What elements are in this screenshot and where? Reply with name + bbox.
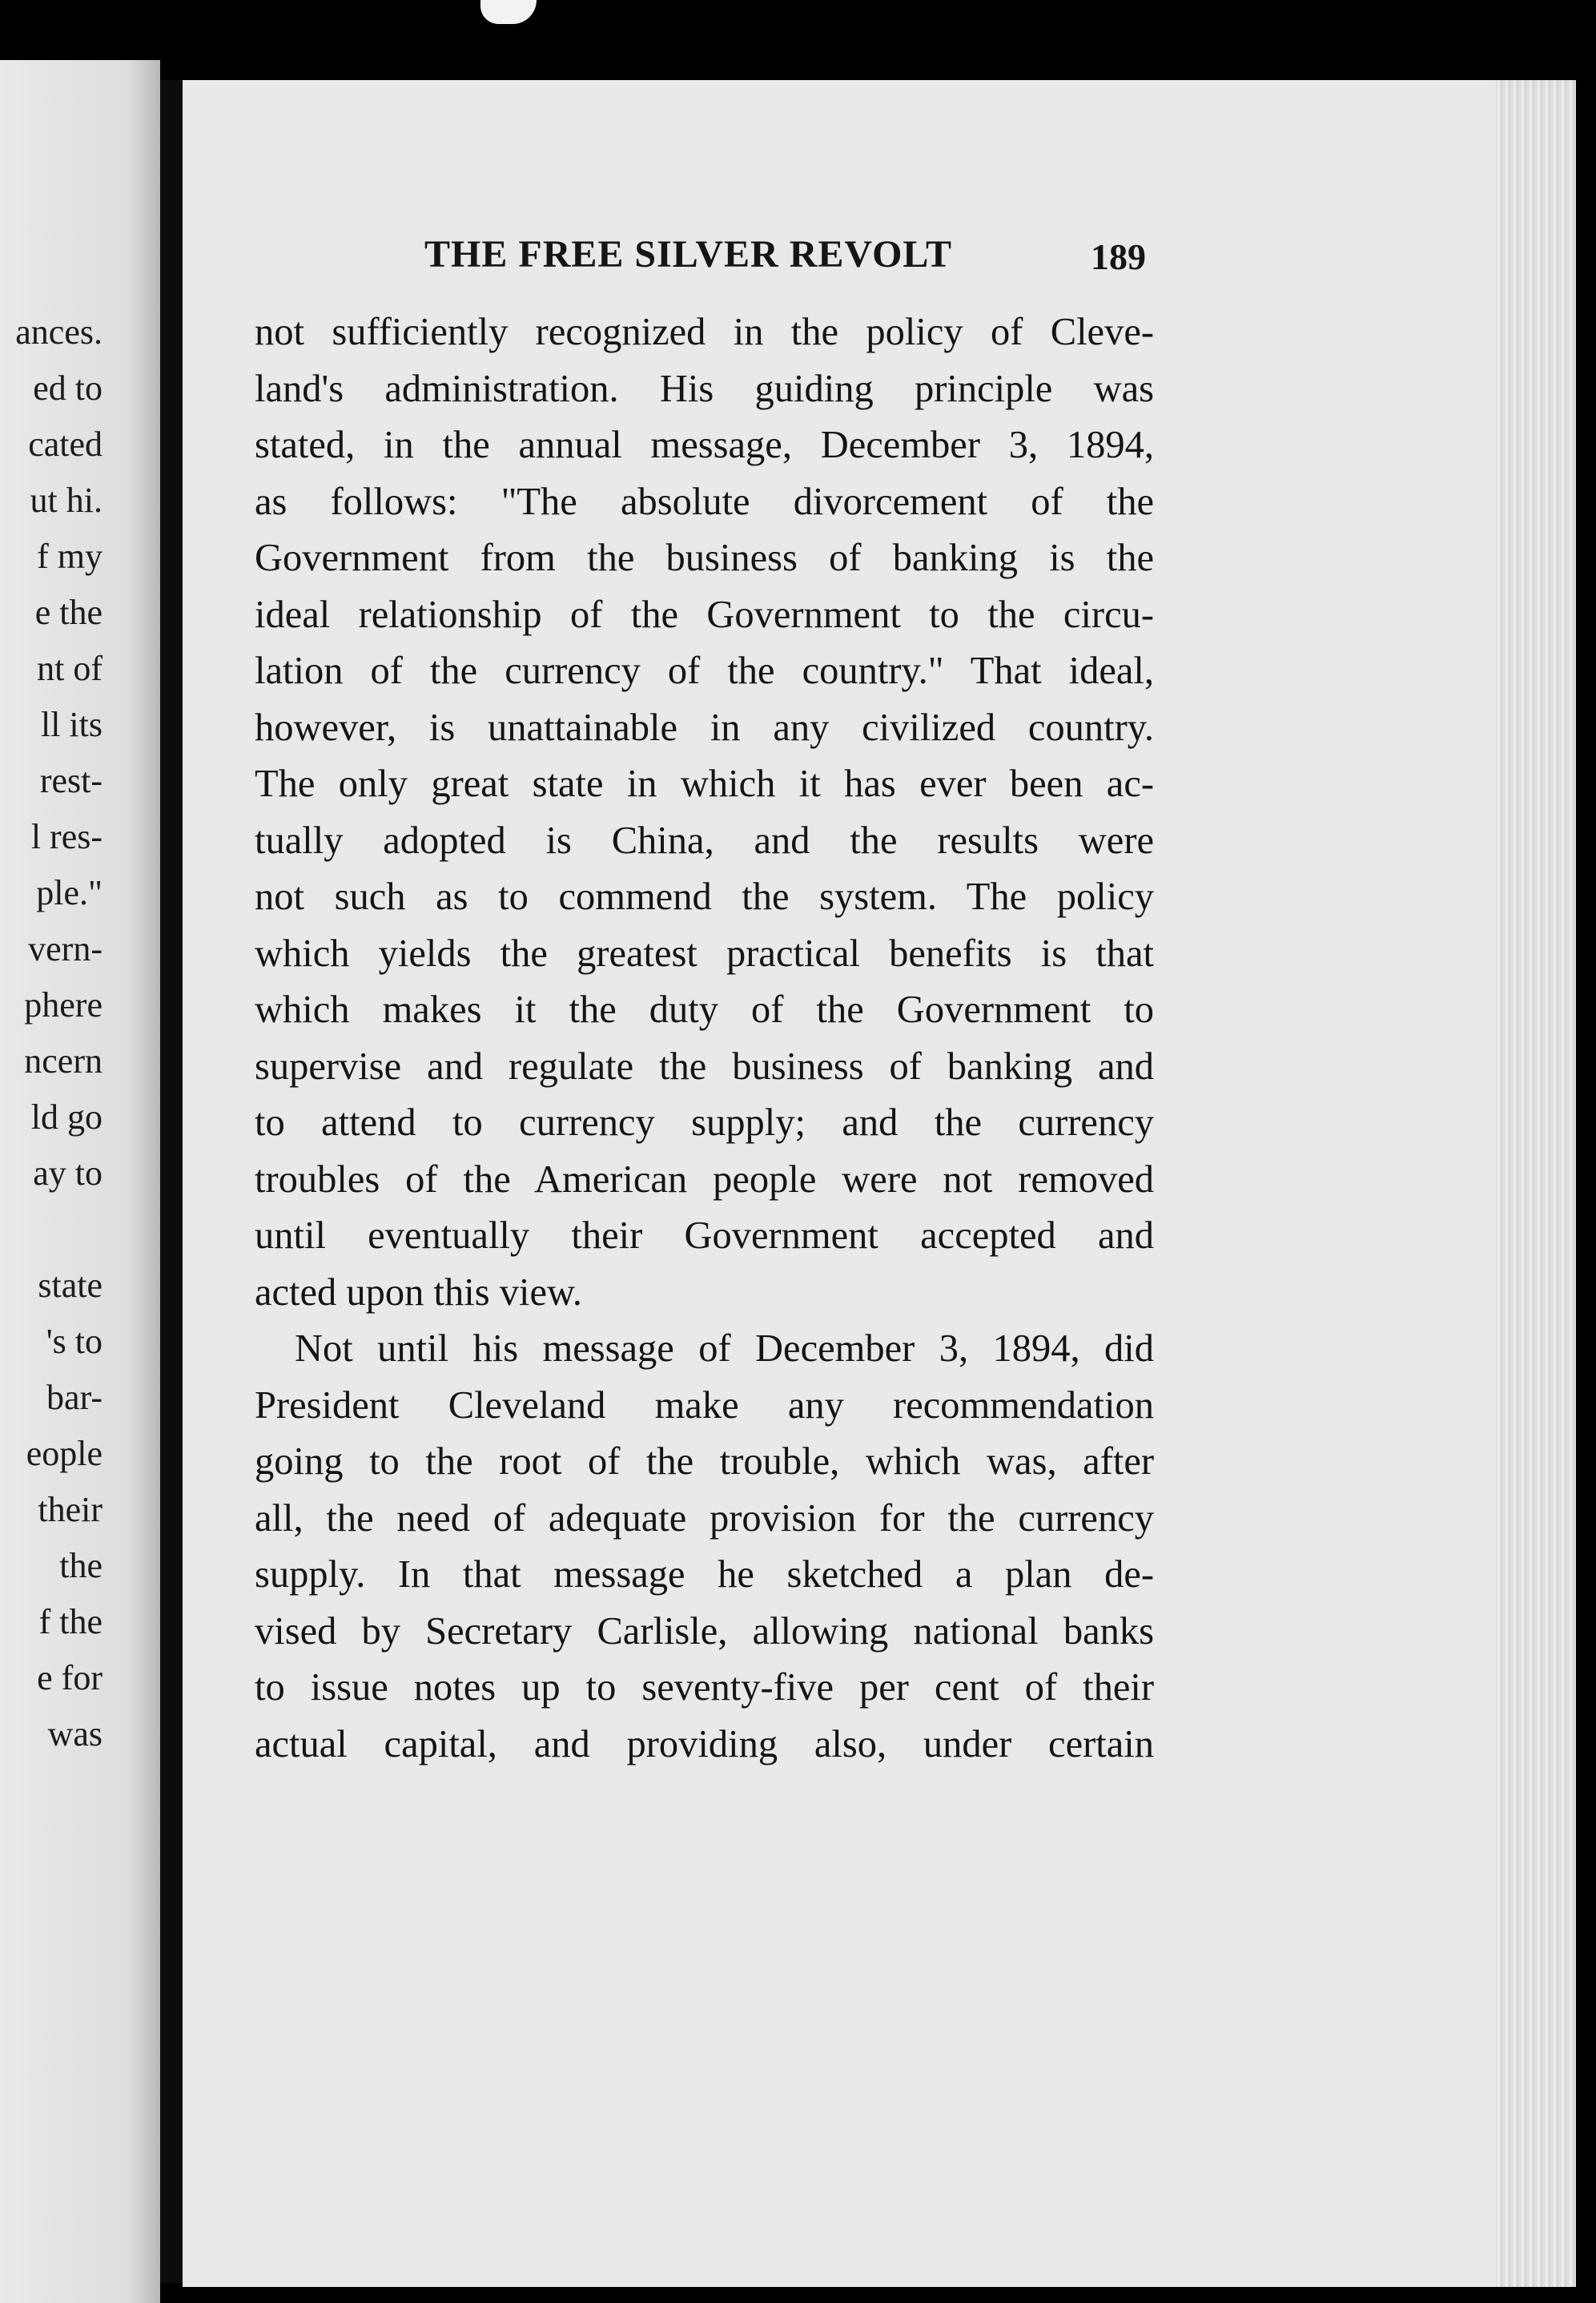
text-line: which makes it the duty of the Government to xyxy=(255,988,1154,1031)
left-page-line: rest- xyxy=(39,761,103,800)
text-line: stated, in the annual message, December 3, 1894, xyxy=(255,424,1154,466)
left-page-line: bar- xyxy=(46,1378,103,1417)
running-head: THE FREE SILVER REVOLT xyxy=(424,233,953,276)
scan-smudge xyxy=(480,0,537,24)
text-line: Government from the business of banking is the xyxy=(255,537,1154,579)
left-page-line: their xyxy=(38,1490,103,1529)
left-page-line: ances. xyxy=(15,312,103,352)
left-facing-page xyxy=(0,60,160,2303)
text-line: going to the root of the trouble, which was, after xyxy=(255,1440,1154,1483)
left-page-line: the xyxy=(59,1546,103,1585)
text-line: ideal relationship of the Government to the circu- xyxy=(255,593,1154,636)
text-line: Not until his message of December 3, 1894, did xyxy=(295,1327,1154,1370)
text-line: until eventually their Government accepted and xyxy=(255,1214,1154,1257)
left-page-line: ple." xyxy=(36,873,103,912)
left-page-line: 's to xyxy=(46,1322,103,1361)
left-page-line: l res- xyxy=(30,817,103,856)
left-page-line: e for xyxy=(37,1658,103,1697)
page-number: 189 xyxy=(1091,236,1146,277)
text-line: President Cleveland make any recommendation xyxy=(255,1383,1154,1427)
text-line: to attend to currency supply; and the currency xyxy=(255,1101,1154,1144)
text-line: The only great state in which it has ever been ac- xyxy=(255,763,1154,805)
left-page-line: nt of xyxy=(37,649,103,688)
text-line: acted upon this view. xyxy=(255,1270,583,1314)
left-page-line: cated xyxy=(28,425,103,464)
text-line: troubles of the American people were not removed xyxy=(255,1158,1154,1201)
text-line: actual capital, and providing also, under certain xyxy=(255,1722,1154,1765)
text-line: all, the need of adequate provision for the currency xyxy=(255,1496,1154,1540)
left-page-line: ed to xyxy=(33,368,103,408)
text-line: as follows: "The absolute divorcement of the xyxy=(255,480,1154,523)
left-page-line: ld go xyxy=(30,1097,103,1137)
book-binding-gutter xyxy=(160,80,183,2283)
left-page-line: f my xyxy=(37,537,103,576)
left-page-line: ncern xyxy=(24,1041,103,1081)
text-line: tually adopted is China, and the results were xyxy=(255,819,1154,862)
text-line: vised by Secretary Carlisle, allowing national banks xyxy=(255,1609,1154,1653)
left-page-line: vern- xyxy=(28,929,103,968)
left-page-line: f the xyxy=(38,1602,103,1641)
text-line: land's administration. His guiding principle was xyxy=(255,367,1154,410)
text-line: supervise and regulate the business of banking and xyxy=(255,1045,1154,1088)
page-edge-stack xyxy=(1496,80,1576,2287)
left-page-line: state xyxy=(38,1266,103,1305)
left-page-line: eople xyxy=(26,1434,103,1473)
left-page-line: ay to xyxy=(33,1154,103,1193)
text-line: however, is unattainable in any civilized country. xyxy=(255,706,1154,749)
text-line: not sufficiently recognized in the policy of Cleve- xyxy=(255,311,1154,353)
text-line: lation of the currency of the country." That ideal, xyxy=(255,650,1154,692)
left-page-line: e the xyxy=(34,593,103,632)
text-line: which yields the greatest practical benefits is that xyxy=(255,932,1154,975)
text-line: supply. In that message he sketched a plan de- xyxy=(255,1553,1154,1596)
left-page-line: ut hi. xyxy=(30,481,103,520)
text-line: to issue notes up to seventy-five per cent of their xyxy=(255,1666,1154,1709)
left-page-line: was xyxy=(47,1714,103,1753)
text-line: not such as to commend the system. The policy xyxy=(255,876,1154,918)
left-page-line: ll its xyxy=(40,705,103,744)
left-page-line: phere xyxy=(24,985,103,1025)
body-text xyxy=(255,304,1154,1773)
